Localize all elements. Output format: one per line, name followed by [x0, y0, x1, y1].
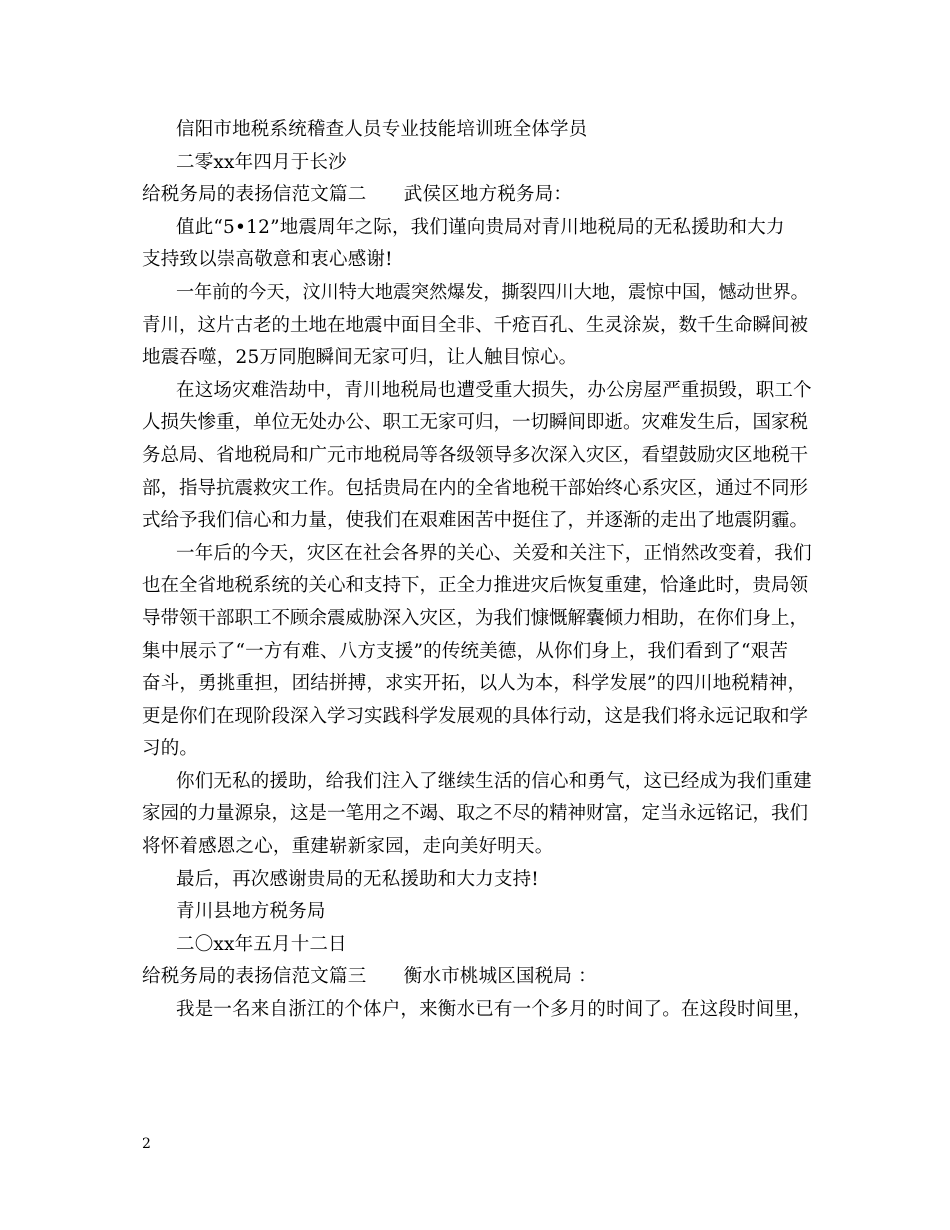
date-line: 二〇xx年五月十二日: [176, 933, 347, 955]
text-line: 值此“5•12”地震周年之际，我们谨向贵局对青川地税局的无私援助和大力: [176, 216, 785, 238]
text-line: 务总局、省地税局和广元市地税局等各级领导多次深入灾区，看望鼓励灾区地税干: [142, 444, 809, 466]
text-line: 导带领干部职工不顾余震威胁深入灾区，为我们慷慨解囊倾力相助，在你们身上，: [142, 607, 809, 629]
text-line: 也在全省地税系统的关心和支持下，正全力推进灾后恢复重建，恰逢此时，贵局领: [142, 575, 809, 597]
text-line: 你们无私的援助，给我们注入了继续生活的信心和勇气，这已经成为我们重建: [176, 770, 812, 792]
text-line: 信阳市地税系统稽查人员专业技能培训班全体学员: [176, 119, 588, 140]
text-line: 更是你们在现阶段深入学习实践科学发展观的具体行动，这是我们将永远记取和学: [142, 705, 809, 727]
document-body: [142, 114, 812, 1027]
text-line: 人损失惨重，单位无处办公、职工无家可归，一切瞬间即逝。灾难发生后，国家税: [142, 412, 809, 434]
text-line: 部，指导抗震救灾工作。包括贵局在内的全省地税干部始终心系灾区，通过不同形: [142, 477, 809, 499]
text-line: 习的。: [142, 738, 199, 760]
text-line: 一年前的今天，汶川特大地震突然爆发，撕裂四川大地，震惊中国，憾动世界。: [176, 281, 809, 303]
text-line: 奋斗，勇挑重担，团结拼搏，求实开拓，以人为本，科学发展”的四川地税精神，: [142, 673, 807, 695]
text-line: 我是一名来自浙江的个体户，来衡水已有一个多月的时间了。在这段时间里，: [176, 999, 812, 1021]
section-heading: 给税务局的表扬信范文篇二 武侯区地方税务局：: [142, 184, 573, 206]
text-line: 最后，再次感谢贵局的无私援助和大力支持!: [176, 868, 539, 890]
text-line: 将怀着感恩之心，重建崭新家园，走向美好明天。: [142, 836, 554, 858]
text-line: 家园的力量源泉，这是一笔用之不竭、取之不尽的精神财富，定当永远铭记，我们: [142, 803, 809, 825]
text-line: 地震吞噬，25万同胞瞬间无家可归，让人触目惊心。: [142, 347, 578, 369]
text-line: 在这场灾难浩劫中，青川地税局也遭受重大损失，办公房屋严重损毁，职工个: [176, 379, 812, 401]
text-line: 二零xx年四月于长沙: [176, 151, 347, 173]
text-line: 一年后的今天，灾区在社会各界的关心、关爱和关注下，正悄然改变着，我们: [176, 542, 812, 564]
text-line: 集中展示了“一方有难、八方支援”的传统美德，从你们身上，我们看到了“艰苦: [142, 640, 789, 662]
signature-line: 青川县地方税务局: [176, 901, 326, 923]
page-number: 2: [142, 1136, 151, 1152]
text-line: 式给予我们信心和力量，使我们在艰难困苦中挺住了，并逐渐的走出了地震阴霾。: [142, 510, 809, 532]
text-line: 青川，这片古老的土地在地震中面目全非、千疮百孔、生灵涂炭，数千生命瞬间被: [142, 314, 809, 336]
section-heading: 给税务局的表扬信范文篇三 衡水市桃城区国税局 ：: [142, 966, 597, 988]
text-line: 支持致以崇高敬意和衷心感谢!: [142, 249, 393, 271]
